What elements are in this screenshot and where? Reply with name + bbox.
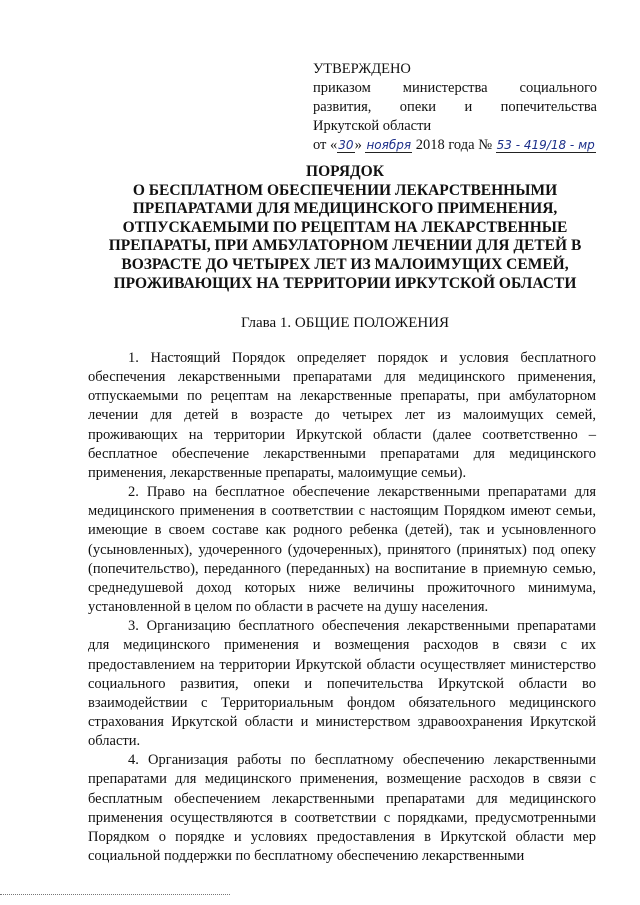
document-body — [88, 349, 596, 866]
handwritten-day: 30 — [338, 138, 354, 152]
approval-block — [313, 60, 597, 155]
chapter-heading: Глава 1. ОБЩИЕ ПОЛОЖЕНИЯ — [240, 315, 450, 331]
approval-date-line — [313, 136, 597, 155]
paragraph-3: 3. Организацию бесплатного обеспечения лекарственными препаратами для медицинского применения и возмещения расходов в связи с их предоставлением на территории Иркутской области осуществляет министерство социального развития, опеки и попечительства Иркутской области во взаимодействии с Территориальным фондом обязательного медицинского страхования Иркутской области и министерством здравоохранения Иркутской области. — [88, 618, 596, 750]
title-line-1: ПОРЯДОК — [306, 163, 384, 180]
approval-line-3: Иркутской области — [313, 118, 432, 134]
title-line-6: ВОЗРАСТЕ ДО ЧЕТЫРЕХ ЛЕТ ИЗ МАЛОИМУЩИХ СЕМЕЙ, — [121, 255, 569, 273]
approval-heading: УТВЕРЖДЕНО — [313, 61, 411, 77]
footer-divider — [0, 894, 230, 895]
title-line-4: ОТПУСКАЕМЫМИ ПО РЕЦЕПТАМ НА ЛЕКАРСТВЕННЫЕ — [122, 218, 568, 236]
title-line-3: ПРЕПАРАТАМИ ДЛЯ МЕДИЦИНСКОГО ПРИМЕНЕНИЯ, — [132, 200, 558, 218]
date-prefix: от « — [313, 137, 338, 153]
approval-line-1: приказом министерства социального — [313, 80, 597, 96]
title-line-5: ПРЕПАРАТЫ, ПРИ АМБУЛАТОРНОМ ЛЕЧЕНИИ ДЛЯ ДЕТЕЙ В — [108, 237, 582, 255]
approval-line-2: развития, опеки и попечительства — [313, 99, 597, 115]
handwritten-month: ноября — [366, 138, 412, 152]
handwritten-order-number: 53 - 419/18 - мр — [496, 138, 595, 152]
document-title — [80, 163, 610, 293]
date-year-number-label: 2018 года № — [415, 137, 493, 153]
paragraph-1: 1. Настоящий Порядок определяет порядок и условия бесплатного обеспечения лекарственными препаратами для медицинского применения, отпускаемыми по рецептам на лекарственные препараты, при амбулаторном лечении для детей в возрасте до четырех лет из малоимущих семей, проживающих на территории Иркутской области (далее соответственно – бесплатное обеспечение лекарственными препаратами для медицинского применения, лекарственные препараты, малоимущие семьи). — [88, 350, 596, 481]
title-line-7: ПРОЖИВАЮЩИХ НА ТЕРРИТОРИИ ИРКУТСКОЙ ОБЛАСТИ — [113, 274, 577, 292]
date-day-close: » — [354, 137, 362, 153]
title-line-2: О БЕСПЛАТНОМ ОБЕСПЕЧЕНИИ ЛЕКАРСТВЕННЫМИ — [132, 181, 558, 199]
paragraph-2: 2. Право на бесплатное обеспечение лекарственными препаратами для медицинского применения в соответствии с настоящим Порядком имеют семьи, имеющие в своем составе как родного ребенка (детей), так и усыновленного (усыновленных), удочеренного (удочеренных), принятого (принятых) под опеку (попечительство), переданного (переданных) на воспитание в приемную семью, среднедушевой доход которых ниже величины прожиточного минимума, установленной в целом по области в расчете на душу населения. — [88, 484, 596, 616]
paragraph-4: 4. Организация работы по бесплатному обеспечению лекарственными препаратами для медицинского применения, возмещение расходов в связи с бесплатным обеспечением лекарственными препаратами для медицинского применения осуществляются в соответствии с порядками, предусмотренными Порядком о порядке и условиях предоставления в Иркутской области мер социальной поддержки по бесплатному обеспечению лекарственными — [88, 752, 596, 865]
